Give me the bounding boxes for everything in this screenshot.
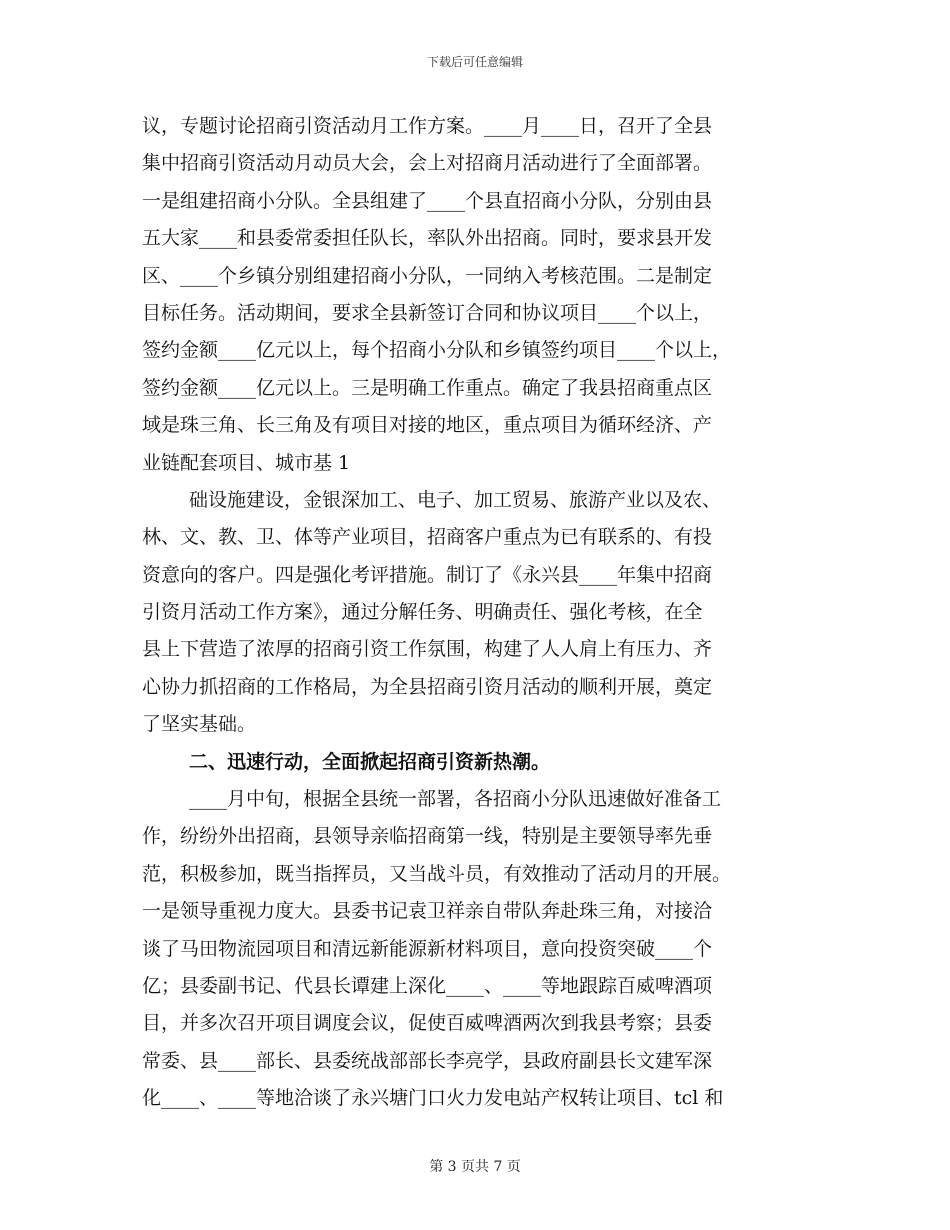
- page-footer: 第 3 页共 7 页: [429, 1159, 521, 1175]
- text-line: 议，专题讨论招商引资活动月工作方案。____月____日，召开了全县: [142, 115, 713, 137]
- text-line: 心协力抓招商的工作格局，为全县招商引资月活动的顺利开展，奠定: [142, 675, 713, 698]
- text-line: 五大家____和县委常委担任队长，率队外出招商。同时，要求县开发: [142, 227, 713, 250]
- text-line: 签约金额____亿元以上。三是明确工作重点。确定了我县招商重点区: [142, 376, 713, 399]
- text-line: 作，纷纷外出招商，县领导亲临招商第一线，特别是主要领导率先垂: [142, 825, 713, 848]
- text-line: 了坚实基础。: [142, 713, 257, 736]
- text-line: 常委、县____部长、县委统战部部长李亮学，县政府副县长文建军深: [142, 1049, 713, 1072]
- text-line: 目标任务。活动期间，要求全县新签订合同和协议项目____个以上，: [142, 301, 713, 324]
- text-line: 集中招商引资活动月动员大会，会上对招商月活动进行了全面部署。: [142, 152, 713, 175]
- text-line: 础设施建设，金银深加工、电子、加工贸易、旅游产业以及农、: [189, 488, 722, 511]
- text-line: 业链配套项目、城市基 1: [142, 451, 351, 474]
- text-line: 一是组建招商小分队。全县组建了____个县直招商小分队，分别由县: [142, 189, 713, 212]
- text-line: 林、文、教、卫、体等产业项目，招商客户重点为已有联系的、有投: [142, 526, 713, 549]
- text-line: 化____、____等地洽谈了永兴塘门口火力发电站产权转让项目、tcl 和: [142, 1087, 724, 1110]
- text-line: 一是领导重视力度大。县委书记袁卫祥亲自带队奔赴珠三角，对接洽: [142, 900, 713, 923]
- text-line: 引资月活动工作方案》，通过分解任务、明确责任、强化考核，在全: [142, 601, 703, 624]
- section-heading: 二、迅速行动，全面掀起招商引资新热潮。: [189, 750, 551, 773]
- page-header: 下载后可任意编辑: [426, 55, 523, 69]
- text-line: 亿；县委副书记、代县长谭建上深化____、____等地跟踪百威啤酒项: [142, 974, 713, 997]
- text-line: 域是珠三角、长三角及有项目对接的地区，重点项目为循环经济、产: [142, 414, 713, 437]
- document-body: [142, 108, 808, 1118]
- text-line: ____月中旬，根据全县统一部署，各招商小分队迅速做好准备工: [189, 788, 722, 811]
- text-line: 县上下营造了浓厚的招商引资工作氛围，构建了人人肩上有压力、齐: [142, 638, 713, 661]
- text-line: 谈了马田物流园项目和清远新能源新材料项目，意向投资突破____个: [142, 937, 713, 960]
- text-line: 签约金额____亿元以上，每个招商小分队和乡镇签约项目____个以上，: [142, 339, 732, 362]
- text-line: 区、____个乡镇分别组建招商小分队，一同纳入考核范围。二是制定: [142, 264, 713, 287]
- text-line: 范，积极参加，既当指挥员，又当战斗员，有效推动了活动月的开展。: [142, 862, 732, 885]
- text-line: 目，并多次召开项目调度会议，促使百威啤酒两次到我县考察；县委: [142, 1012, 713, 1035]
- text-line: 资意向的客户。四是强化考评措施。制订了《永兴县____年集中招商: [142, 563, 713, 586]
